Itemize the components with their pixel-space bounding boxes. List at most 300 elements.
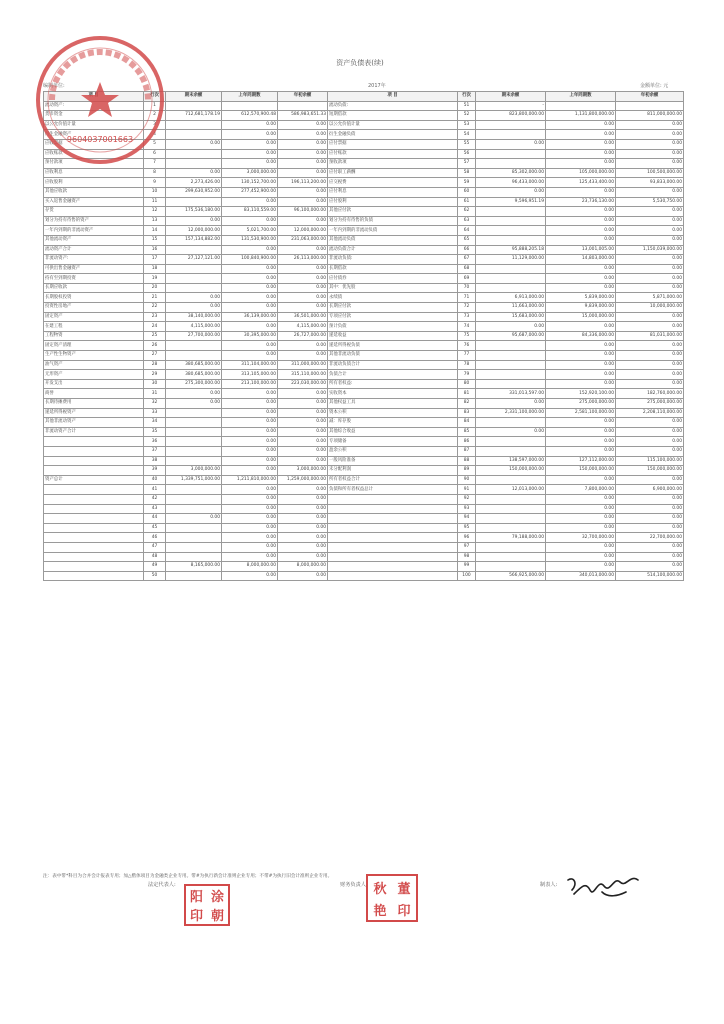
table-cell: 0.00 bbox=[546, 351, 616, 361]
table-cell: 125,433,400.00 bbox=[546, 178, 616, 188]
table-cell: 100,500,000.00 bbox=[616, 168, 684, 178]
table-cell: 0.00 bbox=[616, 437, 684, 447]
table-cell: 6,900,000.00 bbox=[616, 485, 684, 495]
table-cell: 58 bbox=[458, 168, 476, 178]
table-cell: 55 bbox=[458, 139, 476, 149]
table-cell: 16 bbox=[144, 245, 166, 255]
table-cell: 0.00 bbox=[616, 360, 684, 370]
table-cell: 预计负债 bbox=[328, 322, 458, 332]
table-cell: 0.00 bbox=[222, 418, 278, 428]
table-cell: 51 bbox=[458, 101, 476, 111]
table-cell: 566,925,000.00 bbox=[476, 571, 546, 581]
table-cell bbox=[546, 101, 616, 111]
table-cell: 未分配利润 bbox=[328, 466, 458, 476]
column-header: 行次 bbox=[144, 92, 166, 102]
preparer-signature bbox=[560, 868, 650, 908]
table-cell: 其他流动资产 bbox=[44, 235, 144, 245]
table-cell bbox=[166, 485, 222, 495]
table-cell bbox=[328, 533, 458, 543]
table-body bbox=[44, 101, 684, 581]
table-cell: 递延所得税资产 bbox=[44, 408, 144, 418]
table-cell: 0.00 bbox=[278, 389, 328, 399]
table-cell: 18 bbox=[144, 264, 166, 274]
table-cell: 流动资产合计 bbox=[44, 245, 144, 255]
table-cell: 0.00 bbox=[616, 379, 684, 389]
table-cell: 盈余公积 bbox=[328, 446, 458, 456]
table-cell: 74 bbox=[458, 322, 476, 332]
table-cell: 0.00 bbox=[278, 571, 328, 581]
column-header: 行次 bbox=[458, 92, 476, 102]
table-cell: 0.00 bbox=[546, 437, 616, 447]
table-cell bbox=[328, 552, 458, 562]
table-cell bbox=[476, 207, 546, 217]
table-cell: 5 bbox=[144, 139, 166, 149]
table-cell: 52 bbox=[458, 111, 476, 121]
table-cell: 38 bbox=[144, 456, 166, 466]
table-cell bbox=[328, 523, 458, 533]
table-cell: 0.00 bbox=[278, 399, 328, 409]
table-cell: 0.00 bbox=[546, 207, 616, 217]
table-cell: 0.00 bbox=[278, 446, 328, 456]
table-cell: 36 bbox=[144, 437, 166, 447]
table-cell: 8 bbox=[144, 168, 166, 178]
table-cell bbox=[476, 351, 546, 361]
table-cell: 5,530,750.00 bbox=[616, 197, 684, 207]
table-cell: 14,803,000.00 bbox=[546, 255, 616, 265]
table-cell: 0.00 bbox=[546, 360, 616, 370]
table-cell: 0.00 bbox=[546, 514, 616, 524]
table-cell: 91 bbox=[458, 485, 476, 495]
table-cell: 27,700,000.00 bbox=[166, 331, 222, 341]
table-cell: 长期应付款 bbox=[328, 303, 458, 313]
table-cell: 0.00 bbox=[222, 437, 278, 447]
table-cell: 1,211,810,000.00 bbox=[222, 475, 278, 485]
table-cell: 0.00 bbox=[616, 562, 684, 572]
table-cell: 1,339,751,000.00 bbox=[166, 475, 222, 485]
table-cell: 应收利息 bbox=[44, 168, 144, 178]
table-row bbox=[44, 303, 684, 313]
table-cell bbox=[166, 533, 222, 543]
table-cell: 油气资产 bbox=[44, 360, 144, 370]
table-cell: 0.00 bbox=[222, 542, 278, 552]
table-cell: 277,452,900.00 bbox=[222, 187, 278, 197]
table-cell: 11,129,000.00 bbox=[476, 255, 546, 265]
table-cell: 37 bbox=[144, 446, 166, 456]
table-cell: 2,208,110,000.00 bbox=[616, 408, 684, 418]
table-cell: 0.00 bbox=[278, 552, 328, 562]
table-cell: 40 bbox=[144, 475, 166, 485]
table-cell: 0.00 bbox=[616, 216, 684, 226]
table-cell: 流动负债合计 bbox=[328, 245, 458, 255]
table-cell: 39 bbox=[144, 466, 166, 476]
table-cell: 资产总计 bbox=[44, 475, 144, 485]
table-cell: 划分为持有待售的资产 bbox=[44, 216, 144, 226]
table-cell bbox=[166, 494, 222, 504]
table-cell: 127,112,000.00 bbox=[546, 456, 616, 466]
table-cell bbox=[166, 159, 222, 169]
table-cell: 340,013,000.00 bbox=[546, 571, 616, 581]
table-cell: 0.00 bbox=[616, 514, 684, 524]
table-cell: 0.00 bbox=[616, 207, 684, 217]
table-cell bbox=[166, 437, 222, 447]
table-cell: 0.00 bbox=[278, 168, 328, 178]
table-cell: 以公允价值计量 bbox=[44, 120, 144, 130]
table-cell: 54 bbox=[458, 130, 476, 140]
table-cell: 0.00 bbox=[278, 523, 328, 533]
table-cell: 短期借款 bbox=[328, 111, 458, 121]
table-cell: 3,000,000.00 bbox=[278, 466, 328, 476]
table-cell: 68 bbox=[458, 264, 476, 274]
table-cell: 0.00 bbox=[476, 139, 546, 149]
table-cell bbox=[328, 562, 458, 572]
table-cell: 0.00 bbox=[616, 475, 684, 485]
table-cell: 11,663,000.00 bbox=[476, 303, 546, 313]
table-cell: 89 bbox=[458, 466, 476, 476]
table-cell: 生产性生物资产 bbox=[44, 351, 144, 361]
column-header: 期末余额 bbox=[166, 92, 222, 102]
table-cell: 138,597,000.00 bbox=[476, 456, 546, 466]
table-cell bbox=[476, 418, 546, 428]
table-cell: 在建工程 bbox=[44, 322, 144, 332]
table-cell: 27,127,121.00 bbox=[166, 255, 222, 265]
table-cell bbox=[476, 437, 546, 447]
table-cell: 41 bbox=[144, 485, 166, 495]
table-cell: 96,433,000.00 bbox=[476, 178, 546, 188]
table-cell: 380,685,000.00 bbox=[166, 370, 222, 380]
table-cell: 3 bbox=[144, 120, 166, 130]
table-cell: 0.00 bbox=[278, 504, 328, 514]
table-cell: 0.00 bbox=[616, 139, 684, 149]
table-cell: 0.00 bbox=[278, 427, 328, 437]
table-cell: 0.00 bbox=[222, 159, 278, 169]
table-cell: 0.00 bbox=[222, 293, 278, 303]
table-row bbox=[44, 389, 684, 399]
table-cell: 0.00 bbox=[222, 427, 278, 437]
table-cell: 0.00 bbox=[616, 130, 684, 140]
table-cell: 0.00 bbox=[278, 120, 328, 130]
table-cell bbox=[44, 466, 144, 476]
table-cell: 0.00 bbox=[546, 130, 616, 140]
table-cell: 0.00 bbox=[222, 130, 278, 140]
table-cell: 25 bbox=[144, 331, 166, 341]
table-cell: 递延所得税负债 bbox=[328, 341, 458, 351]
table-cell: 0.00 bbox=[278, 456, 328, 466]
table-row bbox=[44, 207, 684, 217]
table-row bbox=[44, 485, 684, 495]
table-row bbox=[44, 379, 684, 389]
table-cell: 应收账款 bbox=[44, 149, 144, 159]
table-cell: 67 bbox=[458, 255, 476, 265]
table-cell: 0.00 bbox=[166, 293, 222, 303]
table-cell: 0.00 bbox=[222, 389, 278, 399]
footnote: 注：表中带*科目为合并会计报表专用；加△楷体项目为金融类企业专用。带#为执行新会计准则企业专用；不带#为执行旧会计准则企业专用。 bbox=[43, 874, 333, 879]
table-cell: 0.00 bbox=[222, 533, 278, 543]
table-cell: 11 bbox=[144, 197, 166, 207]
table-cell: 275,000,000.00 bbox=[616, 399, 684, 409]
table-cell bbox=[476, 494, 546, 504]
table-row bbox=[44, 245, 684, 255]
column-header: 期末余额 bbox=[476, 92, 546, 102]
table-cell: 其他非流动资产 bbox=[44, 418, 144, 428]
table-cell bbox=[166, 408, 222, 418]
table-cell: 81,031,000.00 bbox=[616, 331, 684, 341]
table-cell bbox=[44, 494, 144, 504]
table-cell: 92 bbox=[458, 494, 476, 504]
column-header: 上年同期数 bbox=[222, 92, 278, 102]
table-cell: 其他综合收益 bbox=[328, 427, 458, 437]
table-cell: 0.00 bbox=[278, 149, 328, 159]
table-cell: 311,000,000.00 bbox=[278, 360, 328, 370]
table-cell: 应付账款 bbox=[328, 149, 458, 159]
table-cell bbox=[476, 523, 546, 533]
table-row bbox=[44, 523, 684, 533]
table-cell: 8,000,000.00 bbox=[278, 562, 328, 572]
table-cell: 0.00 bbox=[546, 552, 616, 562]
table-cell: 1,131,800,000.00 bbox=[546, 111, 616, 121]
table-cell: 0.00 bbox=[278, 437, 328, 447]
table-cell: 28 bbox=[144, 360, 166, 370]
table-cell: 86 bbox=[458, 437, 476, 447]
preparer-label: 制表人: bbox=[540, 882, 558, 888]
table-cell: 45 bbox=[144, 523, 166, 533]
table-cell: 非流动资产合计 bbox=[44, 427, 144, 437]
table-cell: 26 bbox=[144, 341, 166, 351]
table-cell bbox=[166, 552, 222, 562]
table-cell: 0.00 bbox=[278, 197, 328, 207]
table-cell bbox=[166, 101, 222, 111]
table-cell bbox=[166, 149, 222, 159]
table-cell: 69 bbox=[458, 274, 476, 284]
table-cell: 0.00 bbox=[546, 418, 616, 428]
table-cell: 9,839,000.00 bbox=[546, 303, 616, 313]
table-cell: 专项储备 bbox=[328, 437, 458, 447]
table-row bbox=[44, 571, 684, 581]
table-cell: 其中：优先股 bbox=[328, 283, 458, 293]
table-row bbox=[44, 293, 684, 303]
column-header: 年初余额 bbox=[278, 92, 328, 102]
table-row bbox=[44, 255, 684, 265]
table-row bbox=[44, 533, 684, 543]
table-cell: 72 bbox=[458, 303, 476, 313]
table-cell: 20 bbox=[144, 283, 166, 293]
table-cell: 8,165,000.00 bbox=[166, 562, 222, 572]
table-cell: 0.00 bbox=[546, 226, 616, 236]
table-cell: 61 bbox=[458, 197, 476, 207]
table-cell: 0.00 bbox=[546, 562, 616, 572]
table-cell: 150,000,000.00 bbox=[476, 466, 546, 476]
table-cell: 56 bbox=[458, 149, 476, 159]
table-cell bbox=[166, 351, 222, 361]
table-cell: 其他非流动负债 bbox=[328, 351, 458, 361]
table-cell bbox=[476, 475, 546, 485]
table-cell: 0.00 bbox=[616, 312, 684, 322]
table-cell: 71 bbox=[458, 293, 476, 303]
table-cell: 76 bbox=[458, 341, 476, 351]
table-cell: 182,760,000.00 bbox=[616, 389, 684, 399]
table-cell: 17 bbox=[144, 255, 166, 265]
table-cell: 823,800,000.00 bbox=[476, 111, 546, 121]
table-cell bbox=[328, 494, 458, 504]
table-cell: 0.00 bbox=[222, 485, 278, 495]
table-cell: 0.00 bbox=[278, 216, 328, 226]
table-cell: 资本公积 bbox=[328, 408, 458, 418]
table-cell: 0.00 bbox=[616, 283, 684, 293]
table-cell bbox=[476, 216, 546, 226]
table-cell: 4,115,000.00 bbox=[278, 322, 328, 332]
table-cell: 0.00 bbox=[546, 149, 616, 159]
table-cell bbox=[476, 226, 546, 236]
table-cell: 0.00 bbox=[166, 389, 222, 399]
table-cell: 应付股利 bbox=[328, 197, 458, 207]
table-cell bbox=[44, 504, 144, 514]
table-cell: 62 bbox=[458, 207, 476, 217]
table-cell: 275,300,000.00 bbox=[166, 379, 222, 389]
table-cell: 0.00 bbox=[546, 523, 616, 533]
table-cell: 0.00 bbox=[616, 274, 684, 284]
legal-rep-label: 法定代表人: bbox=[148, 882, 176, 888]
table-cell: 29 bbox=[144, 370, 166, 380]
table-cell: 48 bbox=[144, 552, 166, 562]
table-cell: 0.00 bbox=[616, 523, 684, 533]
table-cell: 负债和所有者权益总计 bbox=[328, 485, 458, 495]
table-cell: 买入返售金融资产 bbox=[44, 197, 144, 207]
table-row bbox=[44, 562, 684, 572]
table-cell bbox=[476, 552, 546, 562]
table-cell: 90 bbox=[458, 475, 476, 485]
table-cell: 开发支出 bbox=[44, 379, 144, 389]
table-cell: 83 bbox=[458, 408, 476, 418]
table-cell: 0.00 bbox=[278, 187, 328, 197]
table-cell: 0.00 bbox=[222, 523, 278, 533]
table-cell: 一年内到期的非流动负债 bbox=[328, 226, 458, 236]
table-cell: 152,920,100.00 bbox=[546, 389, 616, 399]
table-cell: 0.00 bbox=[222, 283, 278, 293]
table-cell: 0.00 bbox=[616, 351, 684, 361]
table-cell: 85 bbox=[458, 427, 476, 437]
table-cell bbox=[166, 418, 222, 428]
table-cell bbox=[166, 264, 222, 274]
table-cell: 0.00 bbox=[278, 130, 328, 140]
table-cell: 95,888,205.18 bbox=[476, 245, 546, 255]
table-cell: 14 bbox=[144, 226, 166, 236]
table-cell: 311,104,000.00 bbox=[222, 360, 278, 370]
table-cell bbox=[166, 446, 222, 456]
table-cell: 可供出售金融资产 bbox=[44, 264, 144, 274]
table-cell: 12 bbox=[144, 207, 166, 217]
table-cell: 32 bbox=[144, 399, 166, 409]
table-cell bbox=[476, 264, 546, 274]
table-cell: 1,259,000,000.00 bbox=[278, 475, 328, 485]
table-cell: 57 bbox=[458, 159, 476, 169]
table-cell bbox=[44, 523, 144, 533]
table-cell: 98 bbox=[458, 552, 476, 562]
table-cell: 78 bbox=[458, 360, 476, 370]
table-cell: 0.00 bbox=[476, 399, 546, 409]
table-cell: 23,736,130.00 bbox=[546, 197, 616, 207]
table-cell: 4,115,000.00 bbox=[166, 322, 222, 332]
table-cell: 50 bbox=[144, 571, 166, 581]
table-cell: 23 bbox=[144, 312, 166, 322]
table-cell bbox=[166, 283, 222, 293]
table-cell bbox=[166, 456, 222, 466]
table-cell: 固定资产 bbox=[44, 312, 144, 322]
table-row bbox=[44, 178, 684, 188]
table-cell: 0.00 bbox=[546, 446, 616, 456]
table-row bbox=[44, 274, 684, 284]
finance-head-label: 财务负责人: bbox=[340, 882, 368, 888]
table-cell: 应付债券 bbox=[328, 274, 458, 284]
table-cell: 93,833,000.00 bbox=[616, 178, 684, 188]
table-cell: 15,000,000.00 bbox=[546, 312, 616, 322]
table-cell: 0.00 bbox=[616, 341, 684, 351]
table-cell: 0.00 bbox=[616, 187, 684, 197]
table-cell: 0.00 bbox=[278, 494, 328, 504]
table-cell: 应收股利 bbox=[44, 178, 144, 188]
table-cell: 0.00 bbox=[222, 408, 278, 418]
table-row bbox=[44, 427, 684, 437]
table-cell bbox=[476, 283, 546, 293]
table-cell: 0.00 bbox=[166, 514, 222, 524]
table-cell: 0.00 bbox=[616, 264, 684, 274]
table-cell: 42 bbox=[144, 494, 166, 504]
table-cell: 0.00 bbox=[222, 264, 278, 274]
table-cell: 299,630,952.00 bbox=[166, 187, 222, 197]
table-cell: 无形资产 bbox=[44, 370, 144, 380]
table-cell: 82 bbox=[458, 399, 476, 409]
table-cell: 0.00 bbox=[546, 341, 616, 351]
table-cell: 0.00 bbox=[278, 159, 328, 169]
table-cell bbox=[222, 101, 278, 111]
table-cell: 4 bbox=[144, 130, 166, 140]
table-cell: 长期应收款 bbox=[44, 283, 144, 293]
table-cell bbox=[278, 101, 328, 111]
table-cell bbox=[476, 274, 546, 284]
table-cell: 9 bbox=[144, 178, 166, 188]
table-cell bbox=[476, 360, 546, 370]
table-cell: 0.00 bbox=[616, 226, 684, 236]
table-cell: 15 bbox=[144, 235, 166, 245]
table-cell: 0.00 bbox=[222, 245, 278, 255]
table-row bbox=[44, 504, 684, 514]
table-cell: 73 bbox=[458, 312, 476, 322]
table-cell: 0.00 bbox=[278, 283, 328, 293]
table-cell bbox=[476, 446, 546, 456]
table-cell: 0.00 bbox=[222, 494, 278, 504]
table-cell: 0.00 bbox=[616, 235, 684, 245]
table-cell: 减：库存股 bbox=[328, 418, 458, 428]
table-cell: 712,681,178.19 bbox=[166, 111, 222, 121]
table-row bbox=[44, 197, 684, 207]
table-cell: 投资性房地产 bbox=[44, 303, 144, 313]
table-cell: 93 bbox=[458, 504, 476, 514]
table-row bbox=[44, 322, 684, 332]
table-cell: 5,021,700.00 bbox=[222, 226, 278, 236]
table-cell: 0.00 bbox=[278, 418, 328, 428]
table-cell: 0.00 bbox=[546, 274, 616, 284]
table-cell: 其他权益工具 bbox=[328, 399, 458, 409]
table-cell: 2,581,100,000.00 bbox=[546, 408, 616, 418]
table-cell: 0.00 bbox=[546, 139, 616, 149]
table-cell: 22 bbox=[144, 303, 166, 313]
table-cell: 47 bbox=[144, 542, 166, 552]
table-cell: 0.00 bbox=[546, 494, 616, 504]
table-cell bbox=[44, 437, 144, 447]
table-cell: 43 bbox=[144, 504, 166, 514]
table-cell: 80 bbox=[458, 379, 476, 389]
table-cell bbox=[166, 245, 222, 255]
table-cell bbox=[476, 130, 546, 140]
table-cell: 0.00 bbox=[222, 139, 278, 149]
